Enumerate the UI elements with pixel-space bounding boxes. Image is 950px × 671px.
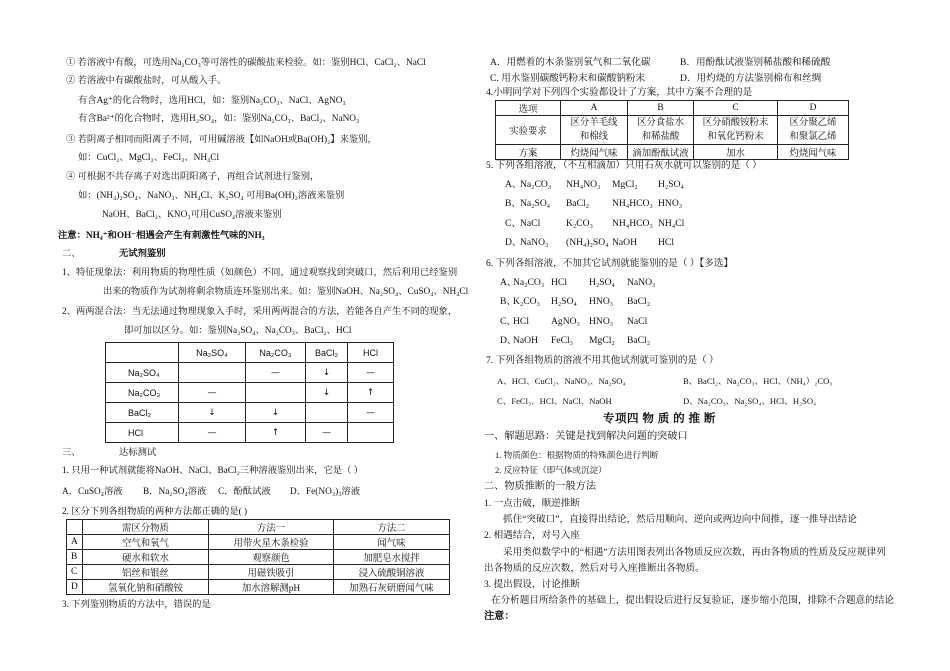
- question-5-stem: 5. 下列各组溶液，（不互相滴加）只用石灰水就可以鉴别的是（ ）: [486, 160, 762, 171]
- table-cell: —: [348, 403, 394, 423]
- table-header: C: [694, 101, 778, 116]
- method-2-line-1: 2、两两混合法：当无法通过物理现象入手时，采用两两混合的方法，若能各自产生不同的现象，: [62, 307, 458, 317]
- table-cell: 加熟石灰研磨闻气味: [334, 580, 450, 595]
- option-label: A、: [500, 277, 517, 288]
- option-item: H₂SO₄: [658, 179, 684, 190]
- table-header-row: [106, 343, 394, 363]
- table-header-row: [496, 101, 849, 116]
- option-item: Na₂CO₃: [520, 179, 552, 190]
- question-7-stem: 7. 下列各组物质的溶液不用其他试剂就可鉴别的是（ ）: [486, 355, 719, 366]
- table-cell: 用磁铁吸引: [209, 565, 334, 580]
- table-cell: [67, 520, 83, 535]
- section-2-title: 无试剂鉴别: [119, 249, 166, 259]
- table-cell: ↓: [306, 363, 348, 383]
- table-cell: —: [179, 423, 246, 443]
- section-3-number: 三、: [62, 448, 81, 458]
- option-item: AgNO₃: [551, 316, 580, 327]
- table-cell: [694, 116, 778, 145]
- table-header: 需区分物质: [83, 520, 209, 535]
- table-cell: 观察颜色: [209, 550, 334, 565]
- question-6-stem: 6. 下列各组溶液，不加其它试剂就能鉴别的是（ ）【多选】: [486, 258, 734, 269]
- option-item: NH₄HCO₃: [612, 198, 653, 209]
- question-3-stem: 3. 下列鉴别物质的方法中，错误的是: [62, 600, 211, 610]
- table-row: [106, 363, 394, 383]
- method-2-line-2: 即可加以区分。如：鉴别Na₂SO₄、Na₂CO₃、BaCl₂、HCl: [124, 326, 352, 336]
- table-cell: —: [246, 363, 306, 383]
- option-item: HNO₃: [589, 296, 614, 307]
- table-header: Na₂SO₄: [179, 343, 246, 363]
- table-cell: [246, 383, 306, 403]
- option-item: K₂CO₃: [566, 218, 593, 229]
- option-item: NaOH: [612, 237, 638, 248]
- option-item: Na₂SO₄: [520, 198, 551, 209]
- table-row: [496, 116, 849, 145]
- mixing-table: [105, 342, 394, 443]
- option-label: B、: [505, 198, 521, 209]
- rule-2-silver: 有含Ag⁺的化合物时，选用HCl，如：鉴别Na₂CO₃、NaCl、AgNO₃: [78, 96, 346, 106]
- question-1-stem: 1. 只用一种试剂就能将NaOH、NaCl、BaCl₂三种溶液鉴别出来，它是（ ）: [62, 466, 363, 476]
- method-1-title: 1. 一点击破，顺逆推断: [484, 498, 580, 509]
- table-row: [67, 565, 450, 580]
- option-item: (NH₄)₂SO₄: [566, 237, 609, 248]
- question-2-stem: 2. 区分下列各组物质的两种方法都正确的是( ): [62, 507, 248, 517]
- row-label: Na₂SO₄: [106, 363, 179, 383]
- row-label: A: [67, 535, 83, 550]
- table-cell: —: [179, 383, 246, 403]
- question-6-option-c: [500, 315, 665, 329]
- option-label: B、: [500, 296, 516, 307]
- option-item: BaCl₂: [627, 296, 651, 307]
- option-item: HNO₃: [658, 198, 683, 209]
- option-item: HCl: [513, 316, 529, 327]
- table-cell: 滴加酚酞试液: [628, 145, 694, 160]
- table-cell: [561, 116, 628, 145]
- methods-heading: 二、物质推断的一般方法: [484, 481, 597, 492]
- question-3-option-d: D．用灼烧的方法鉴别棉布和丝绸: [680, 73, 822, 84]
- topic-title: 专项四 物 质 的 推 断: [603, 413, 716, 425]
- table-cell: [348, 423, 394, 443]
- option-item: HCl: [551, 277, 567, 288]
- cell-text: 区分羊毛线和棉线: [570, 118, 618, 142]
- option-item: NaCl: [627, 316, 648, 327]
- table-row: [496, 145, 849, 160]
- table-cell: [628, 116, 694, 145]
- table-cell: ↓: [179, 403, 246, 423]
- row-label: HCl: [106, 423, 179, 443]
- option-item: NaCl: [520, 218, 541, 229]
- table-cell: 灼烧闻气味: [778, 145, 849, 160]
- question-1-option-c: C．酚酞试液: [218, 487, 271, 497]
- table-header: 选项: [496, 101, 561, 116]
- table-cell: 加肥皂水搅拌: [334, 550, 450, 565]
- approach-item-1: 1. 物质颜色：根据物质的特殊颜色进行判断: [495, 450, 659, 460]
- table-cell: —: [306, 423, 348, 443]
- inference-note: 注意：: [484, 611, 515, 622]
- table-cell: 灼烧闻气味: [561, 145, 628, 160]
- option-item: NH₄Cl: [658, 218, 685, 229]
- table-cell: 铝丝和银丝: [83, 565, 209, 580]
- table-row: [106, 403, 394, 423]
- table-header: HCl: [348, 343, 394, 363]
- question-6-option-a: [500, 276, 665, 290]
- row-label: C: [67, 565, 83, 580]
- option-item: NaOH: [513, 335, 539, 346]
- question-3-option-c: C. 用水鉴别碳酸钙粉末和碳酸钠粉末: [490, 73, 646, 84]
- option-item: BaCl₂: [566, 198, 590, 209]
- question-5-option-a: [505, 178, 704, 192]
- row-label: 方案: [496, 145, 561, 160]
- option-item: NaNO₃: [520, 237, 549, 248]
- method-3-title: 3. 提出假设，讨论推断: [484, 579, 580, 590]
- question-6-option-d: [500, 334, 665, 348]
- rule-3: ③ 若阴离子相同而阳离子不同，可用碱溶液【如NaOH或Ba(OH)₂】来鉴别，: [66, 135, 377, 145]
- question-1-option-a: A．CuSO₄溶液: [62, 487, 123, 497]
- question-3-option-b: B．用酚酞试液鉴别稀盐酸和稀硫酸: [680, 57, 831, 68]
- table-header: 方法一: [209, 520, 334, 535]
- method-1-line-1: 1、特征现象法：利用物质的物理性质（如颜色）不同，通过观察找到突破口，然后利用已经鉴别: [62, 268, 458, 278]
- table-cell: [778, 116, 849, 145]
- question-7-option-c: C、FeCl₃、HCl、NaCl、NaOH: [497, 396, 612, 406]
- table-cell: [306, 403, 348, 423]
- approach-heading: 一、解题思路：关键是找到解决问题的突破口: [484, 431, 688, 442]
- table-row: [67, 550, 450, 565]
- question-2-table: [66, 519, 450, 595]
- ammonium-note: 注意：NH₄⁺和OH⁻相遇会产生有刺激性气味的NH₃: [58, 231, 265, 241]
- rule-2-barium: 有含Ba²⁺的化合物时，选用H₂SO₄，如：鉴别Na₂CO₃、BaCl₂、NaNO₃: [78, 114, 360, 124]
- table-cell: 氢氧化钠和硝酸铵: [83, 580, 209, 595]
- question-3-option-a: A．用燃着的木条鉴别氧气和二氧化碳: [490, 57, 651, 68]
- table-cell: 空气和氧气: [83, 535, 209, 550]
- table-cell: [106, 343, 179, 363]
- option-label: A、: [505, 179, 522, 190]
- section-2-number: 二、: [62, 249, 81, 259]
- option-label: C、: [505, 218, 521, 229]
- section-3-title: 达标测试: [119, 448, 157, 458]
- table-row: [67, 535, 450, 550]
- table-header: 方法二: [334, 520, 450, 535]
- question-1-option-d: D．Fe(NO₃)₃溶液: [290, 487, 361, 497]
- option-label: D、: [505, 237, 522, 248]
- cell-text: 区分硝酸铵粉末和氧化钙粉末: [702, 118, 769, 142]
- table-header: Na₂CO₃: [246, 343, 306, 363]
- option-item: NaNO₃: [627, 277, 656, 288]
- table-cell: ↑: [348, 383, 394, 403]
- question-1-option-b: B．Na₂SO₄溶液: [143, 487, 207, 497]
- question-5-option-c: [505, 217, 704, 231]
- option-item: HNO₃: [589, 316, 614, 327]
- table-header-row: [67, 520, 450, 535]
- table-cell: 浸入硫酸铜溶液: [334, 565, 450, 580]
- approach-item-2: 2. 反应特征（即气体或沉淀）: [495, 465, 607, 475]
- option-item: NH₄NO₃: [566, 179, 601, 190]
- table-header: D: [778, 101, 849, 116]
- row-label: 实验要求: [496, 116, 561, 145]
- question-6-option-b: [500, 295, 665, 309]
- question-5-option-b: [505, 197, 704, 211]
- table-cell: 加水: [694, 145, 778, 160]
- question-5-option-d: [505, 236, 704, 250]
- table-cell: 加水溶解测pH: [209, 580, 334, 595]
- method-2-body-line-1: 采用类似数学中的“相遇”方法用图表列出各物质反应次数，再由各物质的性质及反应规律列: [503, 547, 886, 558]
- question-4-table: [495, 100, 849, 160]
- table-cell: —: [348, 363, 394, 383]
- method-1-line-2: 出来的物质作为试剂将剩余物质连环鉴别出来。如：鉴别NaOH、Na₂SO₄、CuSO₄、NH₄Cl: [103, 287, 469, 297]
- table-header: B: [628, 101, 694, 116]
- table-header: BaCl₂: [306, 343, 348, 363]
- table-row: [67, 580, 450, 595]
- table-cell: 闻气味: [334, 535, 450, 550]
- option-item: MgCl₂: [612, 179, 638, 190]
- option-label: D、: [500, 335, 517, 346]
- method-2-title: 2. 相遇结合，对号入座: [484, 530, 580, 541]
- question-7-option-a: A、HCl、CuCl₂、NaNO₃、Na₂SO₄: [497, 376, 626, 386]
- rule-3-example: 如：CuCl₂、MgCl₂、FeCl₃、NH₄Cl: [78, 153, 220, 163]
- rule-4-example-1: 如：(NH₄)₂SO₄、NaNO₃、NH₄Cl、K₂SO₄ 可用Ba(OH)₂溶液来鉴别: [78, 191, 345, 201]
- method-2-body-line-2: 出各物质的反应次数，然后对号入座推断出各物质。: [484, 563, 705, 574]
- row-label: BaCl₂: [106, 403, 179, 423]
- table-cell: ↓: [306, 383, 348, 403]
- option-item: K₂CO₃: [513, 296, 540, 307]
- table-cell: ↑: [246, 423, 306, 443]
- table-cell: [179, 363, 246, 383]
- table-cell: ↓: [246, 403, 306, 423]
- row-label: Na₂CO₃: [106, 383, 179, 403]
- rule-1: ① 若溶液中有酸，可选用Na₂CO₃等可溶性的碳酸盐来检验。如：鉴别HCl、CaCl₂、NaCl: [66, 58, 426, 68]
- option-item: FeCl₃: [551, 335, 574, 346]
- method-1-body: 抓住“突破口”，直接得出结论，然后用顺向、逆向或两边向中间推，逐一推导出结论: [503, 514, 857, 525]
- method-3-body: 在分析题目所给条件的基础上，提出假设后进行反复验证，逐步缩小范围，排除不合题意的结论: [491, 595, 894, 606]
- rule-4-example-2: NaOH、BaCl₂、KNO₃可用CuSO₄溶液来鉴别: [102, 210, 282, 220]
- option-item: MgCl₂: [589, 335, 615, 346]
- option-item: BaCl₂: [627, 335, 651, 346]
- row-label: D: [67, 580, 83, 595]
- option-item: Na₂CO₃: [513, 277, 545, 288]
- table-header: A: [561, 101, 628, 116]
- row-label: B: [67, 550, 83, 565]
- cell-text: 区分食盐水和稀盐酸: [637, 118, 684, 142]
- table-cell: 用带火星木条检验: [209, 535, 334, 550]
- question-7-option-d: D、Na₂CO₃、Na₂SO₄、HCl、H₂SO₄: [683, 396, 817, 406]
- option-item: HCl: [658, 237, 674, 248]
- question-7-option-b: B、BaCl₂、Na₂CO₃、HCl、（NH₄）₂CO₃: [683, 376, 833, 386]
- option-item: H₂SO₄: [551, 296, 577, 307]
- rule-2: ② 若溶液中有碳酸盐时，可从酸入手。: [66, 76, 227, 86]
- option-label: C、: [500, 316, 516, 327]
- table-row: [106, 423, 394, 443]
- question-4-stem: 4.小明同学对下列四个实验都设计了方案，其中方案不合理的是: [486, 87, 753, 98]
- option-item: H₂SO₄: [589, 277, 615, 288]
- option-item: NH₄HCO₃: [612, 218, 653, 229]
- rule-4: ④ 可根据不共存离子对选出阴阳离子，再组合试剂进行鉴别，: [66, 172, 320, 182]
- cell-text: 区分聚乙烯和聚氯乙烯: [789, 118, 837, 142]
- table-cell: 硬水和软水: [83, 550, 209, 565]
- table-row: [106, 383, 394, 403]
